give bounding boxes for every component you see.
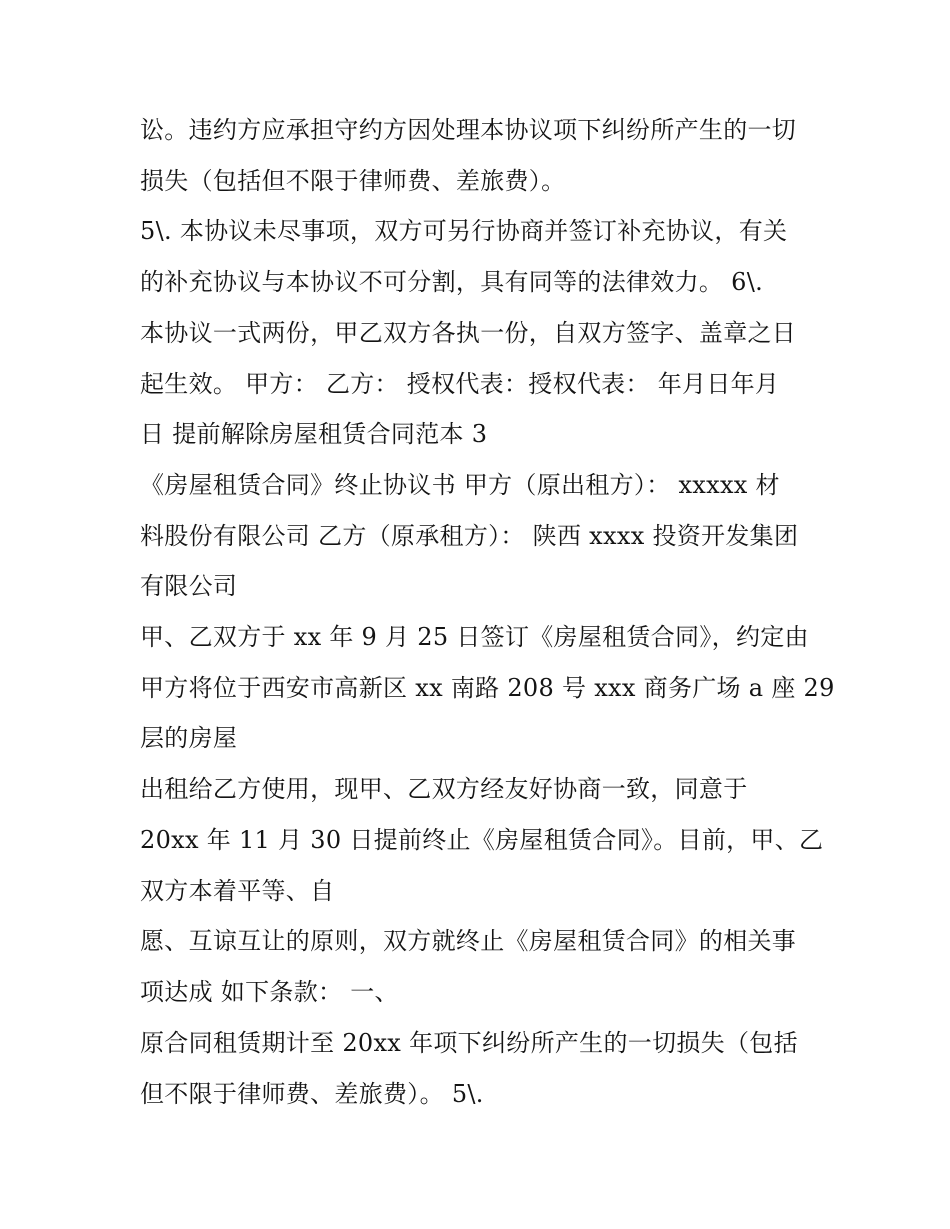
text-line: 日 提前解除房屋租赁合同范本 3	[140, 420, 488, 448]
text-line: 但不限于律师费、差旅费）。 5\.	[140, 1080, 484, 1108]
text-line: 5\. 本协议未尽事项，双方可另行协商并签订补充协议，有关	[140, 217, 788, 245]
text-line: 出租给乙方使用，现甲、乙双方经友好协商一致，同意于	[140, 775, 748, 803]
text-line: 本协议一式两份，甲乙双方各执一份，自双方签字、盖章之日	[140, 319, 797, 347]
text-line: 甲、乙双方于 xx 年 9 月 25 日签订《房屋租赁合同》，约定由	[140, 623, 809, 651]
text-line: 项达成 如下条款： 一、	[140, 978, 399, 1006]
text-line: 有限公司	[140, 572, 238, 600]
text-line: 《房屋租赁合同》终止协议书 甲方（原出租方）： xxxxx 材	[140, 471, 780, 499]
text-line: 损失（包括但不限于律师费、差旅费）。	[140, 167, 566, 195]
text-line: 料股份有限公司 乙方（原承租方）： 陕西 xxxx 投资开发集团	[140, 522, 799, 550]
text-line: 20xx 年 11 月 30 日提前终止《房屋租赁合同》。目前，甲、乙	[140, 826, 824, 854]
text-line: 的补充协议与本协议不可分割，具有同等的法律效力。 6\.	[140, 268, 764, 296]
text-line: 讼。违约方应承担守约方因处理本协议项下纠纷所产生的一切	[140, 116, 797, 144]
text-line: 甲方将位于西安市高新区 xx 南路 208 号 xxx 商务广场 a 座 29	[140, 674, 835, 702]
text-line: 原合同租赁期计至 20xx 年项下纠纷所产生的一切损失（包括	[140, 1029, 798, 1057]
text-line: 双方本着平等、自	[140, 877, 335, 905]
text-line: 愿、互谅互让的原则，双方就终止《房屋租赁合同》的相关事	[140, 927, 797, 955]
text-line: 层的房屋	[140, 724, 238, 752]
text-line: 起生效。 甲方： 乙方： 授权代表：授权代表： 年月日年月	[140, 370, 780, 398]
